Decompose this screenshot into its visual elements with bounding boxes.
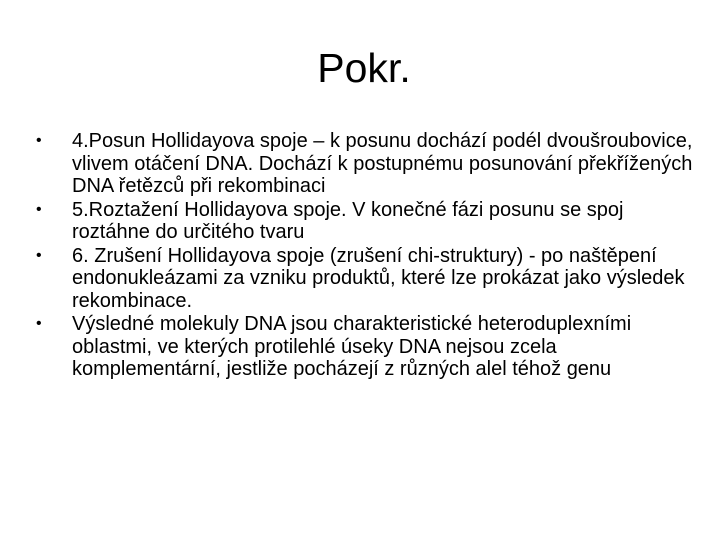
bullet-icon: • xyxy=(36,315,42,332)
bullet-item xyxy=(36,199,696,244)
slide-title: Pokr. xyxy=(317,45,411,91)
bullet-text: 4.Posun Hollidayova spoje – k posunu dochází podél dvoušroubovice, vlivem otáčení DNA. Dochází k postupnému posunování překřížených DNA řetězců při rekombinaci xyxy=(72,130,693,197)
bullet-text: Výsledné molekuly DNA jsou charakteristické heteroduplexními oblastmi, ve kterých protilehlé úseky DNA nejsou zcela komplementární, jestliže pocházejí z různých alel téhož genu xyxy=(72,313,632,380)
bullet-item xyxy=(36,130,696,198)
bullet-text: 6. Zrušení Hollidayova spoje (zrušení chi-struktury) - po naštěpení endonukleázami za vzniku produktů, které lze prokázat jako výsledek rekombinace. xyxy=(72,244,685,312)
bullet-item xyxy=(36,245,696,313)
bullet-icon: • xyxy=(36,246,42,264)
bullet-text: 5.Roztažení Hollidayova spoje. V konečné fázi posunu se spoj roztáhne do určitého tvaru xyxy=(72,198,624,243)
bullet-icon: • xyxy=(36,132,42,149)
bullet-list xyxy=(36,130,696,382)
bullet-icon: • xyxy=(36,200,42,218)
bullet-item xyxy=(36,313,696,381)
